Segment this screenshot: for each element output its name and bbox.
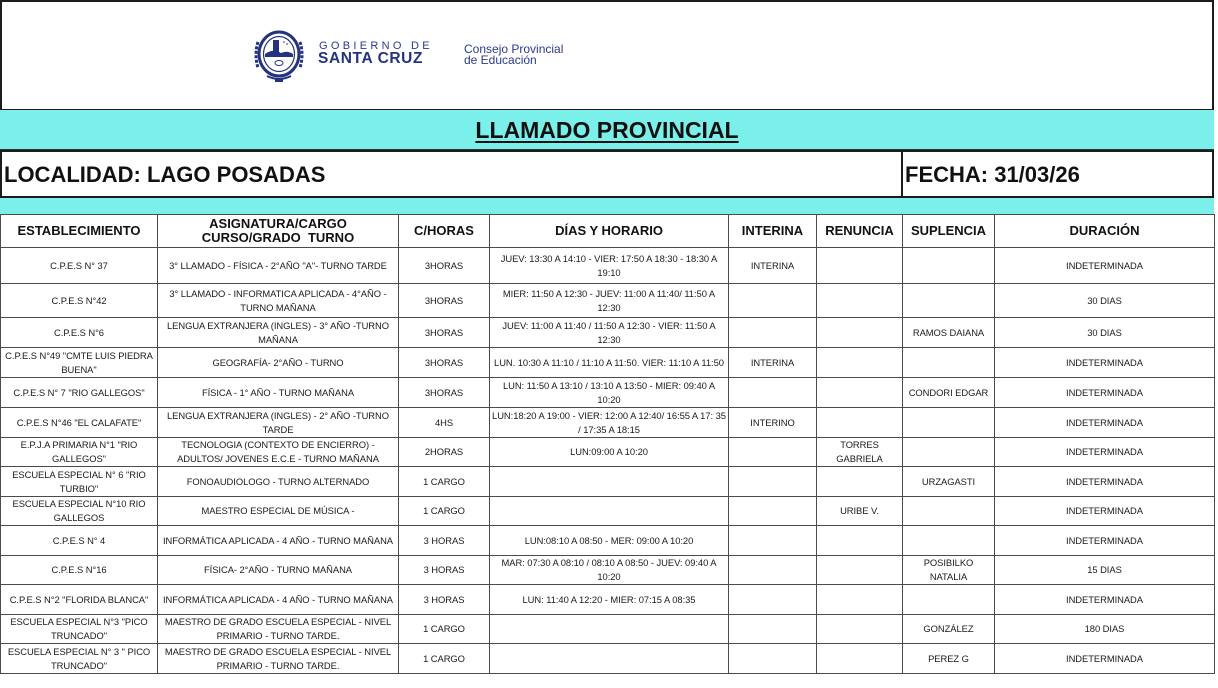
cell-establecimiento: ESCUELA ESPECIAL N° 3 " PICO TRUNCADO" <box>1 644 158 674</box>
cell-interina: INTERINA <box>729 248 817 284</box>
cell-suplencia <box>903 585 995 615</box>
column-header-asignatura-line2: CURSO/GRADO TURNO <box>201 230 355 245</box>
cell-renuncia <box>817 526 903 556</box>
cell-interina <box>729 497 817 526</box>
cell-asignatura: 3° LLAMADO - INFORMATICA APLICADA - 4°AÑO - TURNO MAÑANA <box>158 284 399 318</box>
table-row <box>1 497 1215 526</box>
cell-horario: LUN:18:20 A 19:00 - VIER: 12:00 A 12:40/ 16:55 A 17: 35 / 17:35 A 18:15 <box>490 408 729 438</box>
cell-interina <box>729 378 817 408</box>
table-row <box>1 556 1215 585</box>
vacancies-table <box>0 214 1215 674</box>
cell-horas: 2HORAS <box>399 438 490 467</box>
cell-horario: MIER: 11:50 A 12:30 - JUEV: 11:00 A 11:40/ 11:50 A 12:30 <box>490 284 729 318</box>
cell-suplencia: PEREZ G <box>903 644 995 674</box>
cell-establecimiento: ESCUELA ESPECIAL N°10 RIO GALLEGOS <box>1 497 158 526</box>
cell-interina <box>729 318 817 348</box>
cell-interina: INTERINO <box>729 408 817 438</box>
cell-renuncia <box>817 248 903 284</box>
cell-horario: JUEV: 13:30 A 14:10 - VIER: 17:50 A 18:30 - 18:30 A 19:10 <box>490 248 729 284</box>
cell-renuncia <box>817 585 903 615</box>
cell-suplencia: GONZÁLEZ <box>903 615 995 644</box>
cell-suplencia <box>903 408 995 438</box>
cell-duracion: 30 DIAS <box>995 318 1215 348</box>
cell-establecimiento: C.P.E.S N° 37 <box>1 248 158 284</box>
cell-asignatura: INFORMÁTICA APLICADA - 4 AÑO - TURNO MAÑANA <box>158 526 399 556</box>
cell-renuncia <box>817 284 903 318</box>
cell-suplencia <box>903 497 995 526</box>
cell-horas: 3HORAS <box>399 318 490 348</box>
cell-establecimiento: C.P.E.S N°42 <box>1 284 158 318</box>
table-header-row <box>1 215 1215 248</box>
cell-horas: 1 CARGO <box>399 615 490 644</box>
cell-asignatura: FÍSICA - 1° AÑO - TURNO MAÑANA <box>158 378 399 408</box>
cell-duracion: INDETERMINADA <box>995 644 1215 674</box>
gov-line-2: SANTA CRUZ <box>318 50 424 67</box>
table-row <box>1 318 1215 348</box>
cell-asignatura: FONOAUDIOLOGO - TURNO ALTERNADO <box>158 467 399 497</box>
table-row <box>1 644 1215 674</box>
cell-horas: 3HORAS <box>399 378 490 408</box>
cell-horas: 3HORAS <box>399 284 490 318</box>
fecha-label: FECHA: 31/03/26 <box>905 162 1080 187</box>
column-header-renuncia: RENUNCIA <box>817 215 903 248</box>
cell-interina <box>729 644 817 674</box>
cell-horario: MAR: 07:30 A 08:10 / 08:10 A 08:50 - JUEV: 09:40 A 10:20 <box>490 556 729 585</box>
localidad-divider <box>901 152 903 196</box>
cell-duracion: INDETERMINADA <box>995 408 1215 438</box>
cell-asignatura: 3° LLAMADO - FÍSICA - 2°AÑO "A"- TURNO TARDE <box>158 248 399 284</box>
cell-duracion: INDETERMINADA <box>995 526 1215 556</box>
cell-duracion: INDETERMINADA <box>995 467 1215 497</box>
table-row <box>1 438 1215 467</box>
cell-duracion: INDETERMINADA <box>995 438 1215 467</box>
table-row <box>1 248 1215 284</box>
cell-renuncia <box>817 615 903 644</box>
council-line-1: Consejo Provincial <box>464 42 564 56</box>
cell-suplencia: URZAGASTI <box>903 467 995 497</box>
cell-interina <box>729 585 817 615</box>
cell-horas: 1 CARGO <box>399 497 490 526</box>
column-header-duracion: DURACIÓN <box>995 215 1215 248</box>
cell-horas: 3HORAS <box>399 248 490 284</box>
cell-suplencia: POSIBILKO NATALIA <box>903 556 995 585</box>
cell-suplencia <box>903 284 995 318</box>
cell-horario: LUN:09:00 A 10:20 <box>490 438 729 467</box>
cell-establecimiento: C.P.E.S N°6 <box>1 318 158 348</box>
cell-horas: 1 CARGO <box>399 644 490 674</box>
cell-interina <box>729 615 817 644</box>
santa-cruz-coat-of-arms-icon <box>251 26 307 84</box>
separator-strip <box>0 198 1214 214</box>
table-row <box>1 585 1215 615</box>
cell-interina <box>729 556 817 585</box>
cell-interina <box>729 467 817 497</box>
cell-duracion: INDETERMINADA <box>995 497 1215 526</box>
cell-establecimiento: C.P.E.S N°16 <box>1 556 158 585</box>
cell-suplencia <box>903 526 995 556</box>
cell-renuncia <box>817 378 903 408</box>
cell-duracion: 180 DIAS <box>995 615 1215 644</box>
cell-renuncia <box>817 408 903 438</box>
cell-duracion: INDETERMINADA <box>995 248 1215 284</box>
cell-duracion: INDETERMINADA <box>995 378 1215 408</box>
cell-asignatura: LENGUA EXTRANJERA (INGLES) - 2° AÑO -TURNO TARDE <box>158 408 399 438</box>
table-body <box>1 248 1215 674</box>
title-bar <box>0 110 1214 150</box>
cell-establecimiento: C.P.E.S N° 7 "RIO GALLEGOS" <box>1 378 158 408</box>
cell-suplencia: RAMOS DAIANA <box>903 318 995 348</box>
cell-horario <box>490 467 729 497</box>
column-header-interina: INTERINA <box>729 215 817 248</box>
cell-asignatura: MAESTRO ESPECIAL DE MÚSICA - <box>158 497 399 526</box>
cell-horario: LUN: 11:40 A 12:20 - MIER: 07:15 A 08:35 <box>490 585 729 615</box>
cell-horario <box>490 497 729 526</box>
cell-suplencia <box>903 348 995 378</box>
cell-renuncia: TORRES GABRIELA <box>817 438 903 467</box>
cell-establecimiento: ESCUELA ESPECIAL N°3 "PICO TRUNCADO" <box>1 615 158 644</box>
cell-establecimiento: C.P.E.S N° 4 <box>1 526 158 556</box>
cell-establecimiento: E.P.J.A PRIMARIA N°1 "RIO GALLEGOS" <box>1 438 158 467</box>
cell-asignatura: GEOGRAFÍA- 2°AÑO - TURNO <box>158 348 399 378</box>
table-row <box>1 526 1215 556</box>
cell-establecimiento: C.P.E.S N°46 "EL CALAFATE" <box>1 408 158 438</box>
cell-suplencia <box>903 248 995 284</box>
cell-establecimiento: C.P.E.S N°49 "CMTE LUIS PIEDRA BUENA" <box>1 348 158 378</box>
column-header-establecimiento: ESTABLECIMIENTO <box>1 215 158 248</box>
council-line-2: de Educación <box>464 53 537 67</box>
cell-asignatura: INFORMÁTICA APLICADA - 4 AÑO - TURNO MAÑANA <box>158 585 399 615</box>
cell-suplencia <box>903 438 995 467</box>
column-header-asignatura-line1: ASIGNATURA/CARGO <box>209 216 347 231</box>
column-header-horario: DÍAS Y HORARIO <box>490 215 729 248</box>
table-row <box>1 284 1215 318</box>
page-title: LLAMADO PROVINCIAL <box>475 117 739 143</box>
cell-asignatura: MAESTRO DE GRADO ESCUELA ESPECIAL - NIVEL PRIMARIO - TURNO TARDE. <box>158 644 399 674</box>
table-row <box>1 615 1215 644</box>
table-row <box>1 467 1215 497</box>
cell-duracion: INDETERMINADA <box>995 585 1215 615</box>
cell-establecimiento: C.P.E.S N°2 "FLORIDA BLANCA" <box>1 585 158 615</box>
cell-horas: 3HORAS <box>399 348 490 378</box>
table-row <box>1 408 1215 438</box>
cell-renuncia <box>817 467 903 497</box>
cell-suplencia: CONDORI EDGAR <box>903 378 995 408</box>
cell-duracion: 30 DIAS <box>995 284 1215 318</box>
cell-duracion: 15 DIAS <box>995 556 1215 585</box>
column-header-asignatura <box>158 215 399 248</box>
cell-horario <box>490 615 729 644</box>
cell-renuncia <box>817 348 903 378</box>
cell-horario: LUN: 11:50 A 13:10 / 13:10 A 13:50 - MIER: 09:40 A 10:20 <box>490 378 729 408</box>
header-logo-box <box>0 0 1214 111</box>
cell-horas: 1 CARGO <box>399 467 490 497</box>
column-header-suplencia: SUPLENCIA <box>903 215 995 248</box>
cell-horas: 3 HORAS <box>399 556 490 585</box>
column-header-horas: C/HORAS <box>399 215 490 248</box>
cell-asignatura: FÍSICA- 2°AÑO - TURNO MAÑANA <box>158 556 399 585</box>
cell-renuncia <box>817 644 903 674</box>
cell-horas: 3 HORAS <box>399 526 490 556</box>
cell-renuncia <box>817 318 903 348</box>
cell-asignatura: MAESTRO DE GRADO ESCUELA ESPECIAL - NIVEL PRIMARIO - TURNO TARDE. <box>158 615 399 644</box>
cell-interina <box>729 284 817 318</box>
cell-asignatura: TECNOLOGIA (CONTEXTO DE ENCIERRO) - ADULTOS/ JOVENES E.C.E - TURNO MAÑANA <box>158 438 399 467</box>
cell-horario <box>490 644 729 674</box>
cell-horario: LUN:08:10 A 08:50 - MER: 09:00 A 10:20 <box>490 526 729 556</box>
gov-line-1: GOBIERNO DE <box>319 40 433 52</box>
cell-horas: 3 HORAS <box>399 585 490 615</box>
cell-duracion: INDETERMINADA <box>995 348 1215 378</box>
cell-horario: JUEV: 11:00 A 11:40 / 11:50 A 12:30 - VIER: 11:50 A 12:30 <box>490 318 729 348</box>
table-row <box>1 348 1215 378</box>
localidad-fecha-box <box>0 150 1214 198</box>
cell-interina <box>729 438 817 467</box>
cell-establecimiento: ESCUELA ESPECIAL N° 6 "RIO TURBIO" <box>1 467 158 497</box>
cell-interina <box>729 526 817 556</box>
cell-renuncia: URIBE V. <box>817 497 903 526</box>
table-row <box>1 378 1215 408</box>
localidad-label: LOCALIDAD: LAGO POSADAS <box>4 162 326 187</box>
cell-renuncia <box>817 556 903 585</box>
cell-interina: INTERINA <box>729 348 817 378</box>
cell-asignatura: LENGUA EXTRANJERA (INGLES) - 3° AÑO -TURNO MAÑANA <box>158 318 399 348</box>
cell-horas: 4HS <box>399 408 490 438</box>
cell-horario: LUN. 10:30 A 11:10 / 11:10 A 11:50. VIER: 11:10 A 11:50 <box>490 348 729 378</box>
